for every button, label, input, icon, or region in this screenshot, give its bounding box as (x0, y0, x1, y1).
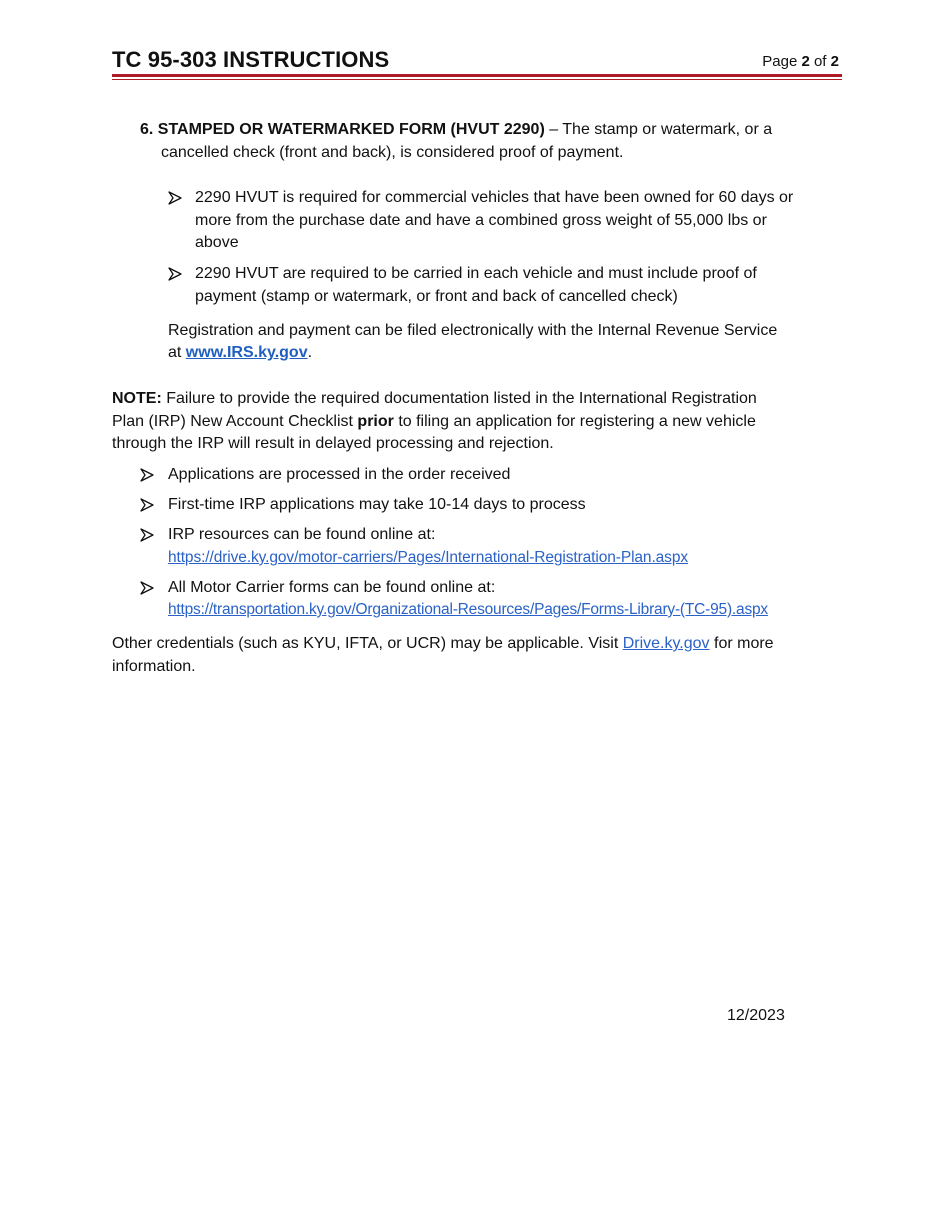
irp-resources-link[interactable]: https://drive.ky.gov/motor-carriers/Pages/International-Registration-Plan.aspx (168, 549, 689, 566)
note-line-2-b: to filing an application for registering a new vehicle (393, 413, 756, 430)
page-number (762, 52, 839, 72)
arrowhead-bullet-icon (140, 581, 154, 595)
revision-date: 12/2023 (727, 1007, 785, 1024)
page-current: 2 (801, 53, 810, 70)
other-credentials-line-1 (112, 633, 774, 656)
section-6-bullet-2-line-1: 2290 HVUT are required to be carried in each vehicle and must include proof of (195, 265, 757, 282)
registration-end: . (307, 344, 313, 361)
arrowhead-bullet-icon (168, 267, 182, 281)
note-line-1-text: Failure to provide the required documentation listed in the International Registration (161, 390, 757, 407)
arrowhead-bullet-icon (140, 468, 154, 482)
header-rule-thin (112, 79, 842, 80)
note-prior: prior (357, 413, 394, 430)
note-bullet-4: All Motor Carrier forms can be found online at: (168, 579, 496, 596)
document-title: TC 95-303 INSTRUCTIONS (112, 47, 390, 72)
note-label: NOTE: (112, 390, 162, 407)
arrowhead-bullet-icon (140, 528, 154, 542)
arrowhead-bullet-icon (168, 191, 182, 205)
section-6-heading-rest: – The stamp or watermark, or a (544, 121, 773, 138)
note-line-2-a: Plan (IRP) New Account Checklist (112, 413, 358, 430)
irs-link[interactable]: www.IRS.ky.gov (185, 344, 308, 361)
note-line-1 (112, 388, 757, 411)
section-6-heading (140, 119, 772, 142)
note-line-2 (112, 411, 756, 434)
registration-line-1: Registration and payment can be filed electronically with the Internal Revenue Service (168, 322, 778, 339)
other-text-a: Other credentials (such as KYU, IFTA, or UCR) may be applicable. Visit (112, 635, 623, 652)
page-total: 2 (830, 53, 839, 70)
other-text-b: for more (709, 635, 774, 652)
note-bullet-3: IRP resources can be found online at: (168, 526, 436, 543)
section-6-bullet-2-line-2: payment (stamp or watermark, or front and back of cancelled check) (195, 288, 678, 305)
page-of: of (809, 53, 831, 70)
forms-library-link[interactable]: https://transportation.ky.gov/Organizational-Resources/Pages/Forms-Library-(TC-95).aspx (168, 601, 768, 618)
page-prefix: Page (762, 53, 802, 70)
note-line-3: through the IRP will result in delayed processing and rejection. (112, 435, 554, 452)
section-6-bullet-1-line-2: more from the purchase date and have a combined gross weight of 55,000 lbs or (195, 212, 767, 229)
note-bullet-1: Applications are processed in the order received (168, 466, 511, 483)
section-6-bullet-1-line-3: above (195, 234, 239, 251)
note-bullet-2: First-time IRP applications may take 10-14 days to process (168, 496, 586, 513)
drive-ky-gov-link[interactable]: Drive.ky.gov (622, 635, 710, 652)
header-rule-thick (112, 74, 842, 77)
registration-at: at (168, 344, 186, 361)
arrowhead-bullet-icon (140, 498, 154, 512)
registration-line-2 (168, 342, 312, 365)
other-credentials-line-2: information. (112, 658, 196, 675)
section-6-bullet-1-line-1: 2290 HVUT is required for commercial vehicles that have been owned for 60 days or (195, 189, 794, 206)
section-6-title: 6. STAMPED OR WATERMARKED FORM (HVUT 2290) (140, 121, 545, 138)
section-6-heading-line2: cancelled check (front and back), is considered proof of payment. (161, 144, 624, 161)
